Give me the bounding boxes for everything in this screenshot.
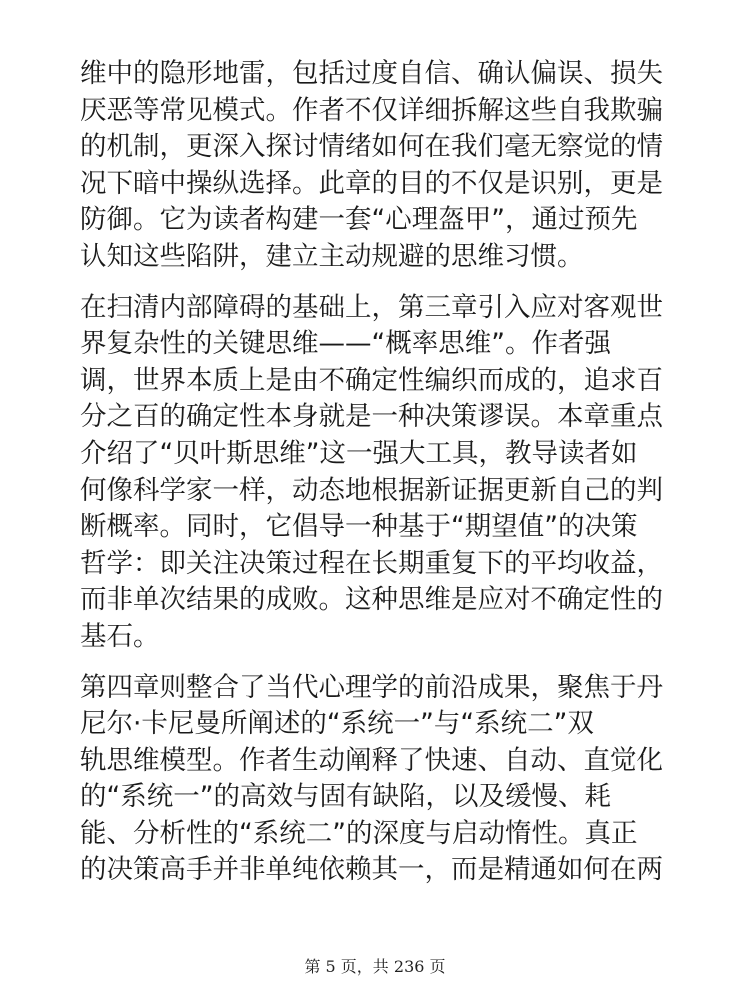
- text-line: 的机制，更深入探讨情绪如何在我们毫无察觉的情: [80, 131, 663, 163]
- text-line: 在扫清内部障碍的基础上，第三章引入应对客观世: [80, 291, 663, 323]
- text-line: 况下暗中操纵选择。此章的目的不仅是识别，更是: [80, 167, 663, 199]
- text-line: 而非单次结果的成败。这种思维是应对不确定性的: [80, 584, 663, 616]
- text-line: 厌恶等常见模式。作者不仅详细拆解这些自我欺骗: [80, 94, 663, 126]
- text-line: 第四章则整合了当代心理学的前沿成果，聚焦于丹: [80, 671, 663, 703]
- paragraph-2: [80, 290, 680, 656]
- text-line: 的“系统一”的高效与固有缺陷，以及缓慢、耗: [80, 781, 611, 813]
- text-line: 界复杂性的关键思维——“概率思维”。作者强: [80, 328, 611, 360]
- text-line: 轨思维模型。作者生动阐释了快速、自动、直觉化: [80, 744, 663, 776]
- text-line: 何像科学家一样，动态地根据新证据更新自己的判: [80, 474, 663, 506]
- text-line: 断概率。同时，它倡导一种基于“期望值”的决策: [80, 511, 638, 543]
- text-line: 分之百的确定性本身就是一种决策谬误。本章重点: [80, 401, 663, 433]
- text-line: 哲学：即关注决策过程在长期重复下的平均收益，: [80, 547, 663, 579]
- text-line: 基石。: [80, 620, 160, 652]
- text-line: 维中的隐形地雷，包括过度自信、确认偏误、损失: [80, 58, 663, 89]
- text-line: 能、分析性的“系统二”的深度与启动惰性。真正: [80, 817, 638, 849]
- text-line: 防御。它为读者构建一套“心理盔甲”，通过预先: [80, 204, 638, 236]
- page-body: [80, 56, 680, 903]
- text-line: 调，世界本质上是由不确定性编织而成的，追求百: [80, 364, 663, 396]
- page-number-footer: 第 5 页，共 236 页: [304, 957, 446, 976]
- text-line: 尼尔·卡尼曼所阐述的“系统一”与“系统二”双: [80, 708, 594, 740]
- paragraph-1: [80, 56, 680, 276]
- text-line: 的决策高手并非单纯依赖其一，而是精通如何在两: [80, 854, 663, 886]
- text-line: 介绍了“贝叶斯思维”这一强大工具，教导读者如: [80, 437, 638, 469]
- paragraph-3: [80, 670, 680, 890]
- text-line: 认知这些陷阱，建立主动规避的思维习惯。: [80, 240, 584, 272]
